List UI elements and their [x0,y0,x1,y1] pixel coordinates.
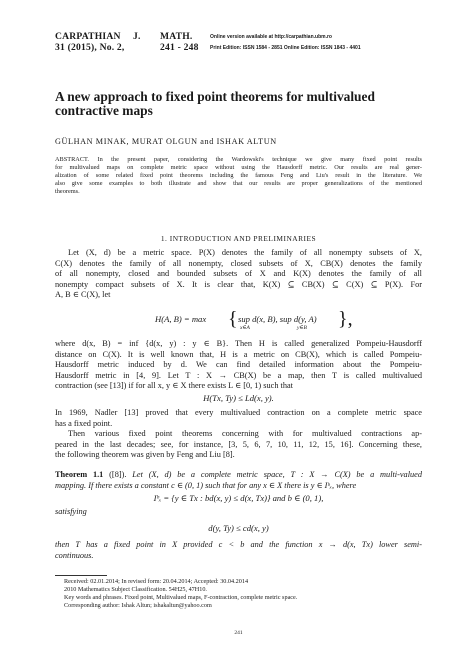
theorem-end-line-1: then T has a fixed point in X provided c < b and the function x → d(x, Tx) lower semi- [55,540,422,549]
footnote-msc: 2010 Mathematics Subject Classification. 54H25, 47H10. [64,585,207,593]
p4-line-3: the following theorem was given by Feng and Liu [8]. [55,450,235,460]
abstract-line-2: for multivalued maps on complete metric space without using the Hausdorff metric. Our results are real gener- [55,164,422,172]
p1-line-4: nonempty compact subsets of X. It is clear that, K(X) ⊆ CB(X) ⊆ C(X) ⊆ P(X). For [55,279,422,289]
footnote-received: Received: 02.01.2014; In revised form: 20.04.2014; Accepted: 30.04.2014 [64,578,249,585]
footnote-rule [55,575,107,576]
p1-line-1: Let (X, d) be a metric space. P(X) denotes the family of all nonempty subsets of X, [68,248,422,257]
eq1-sub-1: x∈A [240,325,250,331]
abstract [55,156,422,196]
journal-pages: 241 - 248 [160,42,199,53]
journal-volume: 31 (2015), No. 2, [55,42,125,53]
authors: GÜLHAN MINAK, MURAT OLGUN and ISHAK ALTUN [55,137,277,146]
p1-line-2: C(X) denotes the family of all nonempty, closed subsets of X, CB(X) denotes the family [55,258,422,268]
body-text-3 [55,408,422,461]
theorem-conclusion [55,540,422,561]
equation-dy: d(y, Ty) ≤ cd(x, y) [208,523,269,533]
equation-hausdorff [150,308,353,338]
theorem-ref: ([8]). [109,470,127,479]
abstract-label: ABSTRACT. [55,156,89,163]
p2-line-4: Hausdorff metric in [4, 9]. Let T : X → CB(X) be a map, then T is called multivalued [55,370,422,380]
eq1-brace-open: { [228,308,238,330]
abstract-line-5: theorems. [55,188,80,196]
paper-title [55,90,435,118]
footnote-keywords: Key words and phrases. Fixed point, Multivalued maps, F-contraction, complete metric space. [64,593,298,601]
eq1-lhs: H(A, B) = max [155,314,207,324]
p2-line-1: where d(x, B) = inf {d(x, y) : y ∈ B}. Then H is called generalized Pompeiu-Hausdorff [55,339,422,348]
footnote-corresponding: Corresponding author: Ishak Altun; ishakaltun@yahoo.com [64,601,212,609]
title-line-2: contractive maps [55,103,153,118]
p3-line-1: In 1969, Nadler [13] proved that every multivalued contraction on a complete metric space [55,408,422,417]
theorem-end-line-2: continuous. [55,550,94,560]
page-number: 241 [234,630,243,636]
p2-line-2: distance on C(X). It is well known that, H is a metric on CB(X), which is called Pompeiu- [55,349,422,359]
p1-line-3: of all nonempty, closed and bounded subsets of X and K(X) denotes the family of all [55,269,422,279]
p2-line-3: Hausdorff metric induced by d. We can find detailed information about the Pompeiu- [55,360,422,370]
journal-name-col1: CARPATHIAN [55,31,121,42]
theorem-line-1: Let (X, d) be a complete metric space, T : X → C(X) be a multi-valued [132,470,422,479]
online-version-line: Online version available at http://carpathian.ubm.ro [210,34,332,40]
p4-line-1: Then various fixed point theorems concerning with for multivalued contractions ap- [68,429,422,439]
p3-line-2: has a fixed point. [55,418,113,428]
eq1-sub-2: y∈B [297,325,307,331]
journal-name-col3: MATH. [160,31,193,42]
print-edition-line: Print Edition: ISSN 1584 - 2851 Online Edition: ISSN 1843 - 4401 [210,45,361,51]
section-heading: 1. INTRODUCTION AND PRELIMINARIES [160,234,317,243]
abstract-line-1: In the present paper, considering the Wardowski's technique we give many fixed point results [97,156,422,163]
body-text [55,248,422,301]
title-line-1: A new approach to fixed point theorems for multivalued [55,89,375,104]
abstract-line-4: also give some examples to both illustrate and show that our results are proper generalizations of the mentioned [55,180,422,188]
eq1-sup-expr: sup d(x, B), sup d(y, A) [238,314,317,324]
satisfying-text: satisfying [55,507,87,516]
journal-name-col2: J. [133,31,141,42]
equation-ibx: Iᵇₓ = {y ∈ Tx : bd(x, y) ≤ d(x, Tx)} and b ∈ (0, 1), [153,493,324,503]
theorem-label: Theorem 1.1 [55,470,104,479]
abstract-line-3: alization of some related fixed point theorems including the famous Feng and Liu's result in the literature. We [55,172,422,180]
eq1-brace-close: }, [338,308,353,330]
footnotes [64,578,424,610]
equation-contraction: H(Tx, Ty) ≤ Ld(x, y). [203,393,274,403]
p4-line-2: peared in the last decades; see, for instance, [3, 5, 6, 7, 10, 11, 12, 15, 16]. Concerning these, [55,439,422,449]
body-text-2 [55,339,422,392]
theorem-line-2: mapping. If there exists a constant c ∈ (0, 1) such that for any x ∈ X there is y ∈ Iᵇₓ, where [55,480,357,490]
theorem-1-1 [55,470,422,491]
p2-line-5: contraction (see [13]) if for all x, y ∈ X there exists L ∈ [0, 1) such that [55,381,293,391]
p1-line-5: A, B ∈ C(X), let [55,290,111,300]
